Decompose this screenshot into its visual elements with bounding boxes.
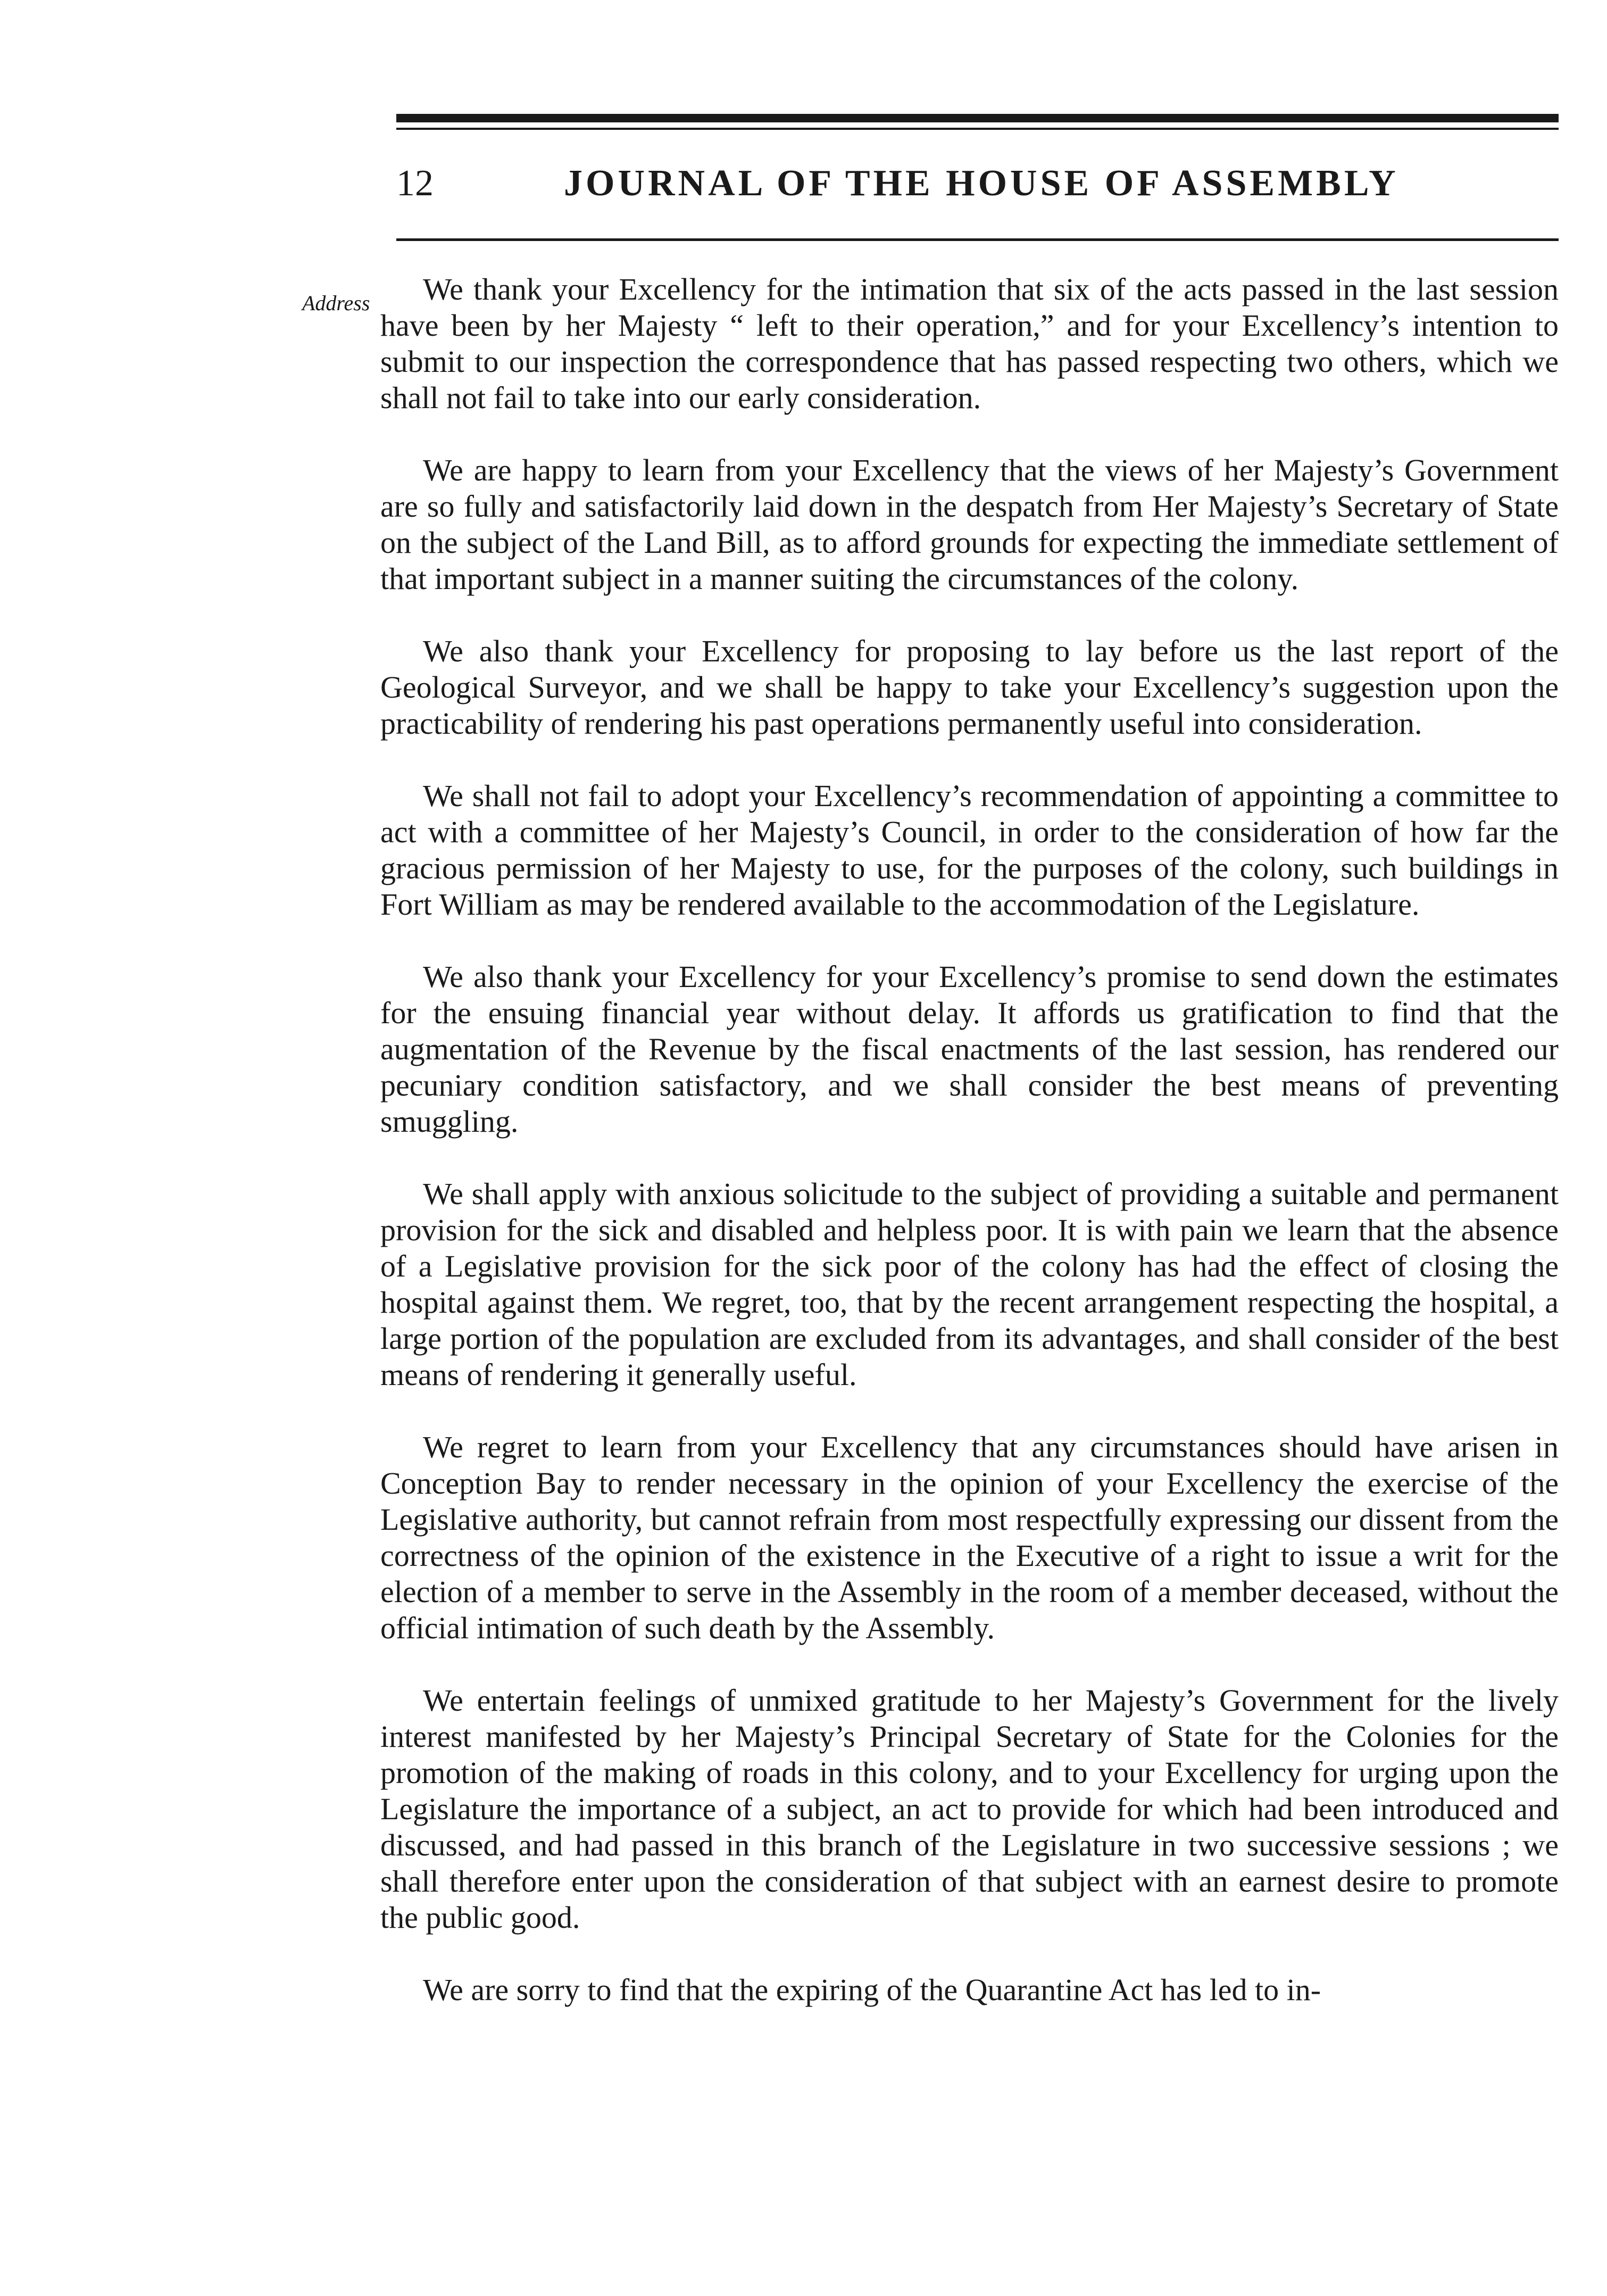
paragraph-fort-william: We shall not fail to adopt your Excellency’s recommendation of appointing a committee to act with a committee of her Majesty’s Council, in order to the consideration of how far the gracious permission of her Majesty to use, for the purposes of the colony, such buildings in Fort William as may be rendered available to the accommodation of the Legislature. xyxy=(380,778,1559,922)
paragraph-quarantine-act: We are sorry to find that the expiring of the Quarantine Act has led to in- xyxy=(423,1972,1321,2007)
paragraph-land-bill: We are happy to learn from your Excellency that the views of her Majesty’s Government are so fully and satisfactorily laid down in the despatch from Her Majesty’s Secretary of State on the subject of the Land Bill, as to afford grounds for expecting the immediate settlement of that important subject in a manner suiting the circumstances of the colony. xyxy=(380,453,1559,596)
paragraph-sick-poor: We shall apply with anxious solicitude to the subject of providing a suitable and permanent provision for the sick and disabled and helpless poor. It is with pain we learn that the absence of a Legislative provision for the sick poor of the colony has had the effect of closing the hospital against them. We regret, too, that by the recent arrangement respecting the hospital, a large portion of the population are excluded from its advantages, and shall consider of the best means of rendering it generally useful. xyxy=(380,1176,1559,1392)
header-rule xyxy=(396,238,1559,241)
top-double-rule-thin xyxy=(396,128,1559,130)
paragraph-roads: We entertain feelings of unmixed gratitude to her Majesty’s Government for the lively interest manifested by her Majesty’s Principal Secretary of State for the Colonies for the promotion of the making of roads in this colony, and to your Excellency for urging upon the Legislature the importance of a subject, an act to provide for which had been introduced and discussed, and had passed in this branch of the Legislature in two successive sessions ; we shall therefore enter upon the consideration of that subject with an earnest desire to promote the public good. xyxy=(380,1683,1559,1935)
page-number: 12 xyxy=(396,163,434,204)
top-double-rule-thick xyxy=(396,114,1559,122)
body-text xyxy=(380,271,1559,2008)
paragraph-estimates-revenue: We also thank your Excellency for your Excellency’s promise to send down the estimates for the ensuing financial year without delay. It affords us gratification to find that the augmentation of the Revenue by the fiscal enactments of the last session, has rendered our pecuniary condition satisfactory, and we shall consider the best means of preventing smuggling. xyxy=(380,959,1559,1139)
paragraph-acts-intimation: We thank your Excellency for the intimation that six of the acts passed in the last session have been by her Majesty “ left to their operation,” and for your Excellency’s intention to submit to our inspection the correspondence that has passed respecting two others, which we shall not fail to take into our early consideration. xyxy=(380,272,1559,415)
margin-note: Address xyxy=(302,291,370,315)
paragraph-conception-bay: We regret to learn from your Excellency that any circumstances should have arisen in Conception Bay to render necessary in the opinion of your Excellency the exercise of the Legislative authority, but cannot refrain from most respectfully expressing our dissent from the correctness of the opinion of the existence in the Executive of a right to issue a writ for the election of a member to serve in the Assembly in the room of a member deceased, without the official intimation of such death by the Assembly. xyxy=(380,1430,1559,1645)
running-head: JOURNAL OF THE HOUSE OF ASSEMBLY xyxy=(564,163,1399,204)
paragraph-geological-survey: We also thank your Excellency for proposing to lay before us the last report of the Geological Surveyor, and we shall be happy to take your Excellency’s suggestion upon the practicability of rendering his past operations permanently useful into consideration. xyxy=(380,634,1559,741)
